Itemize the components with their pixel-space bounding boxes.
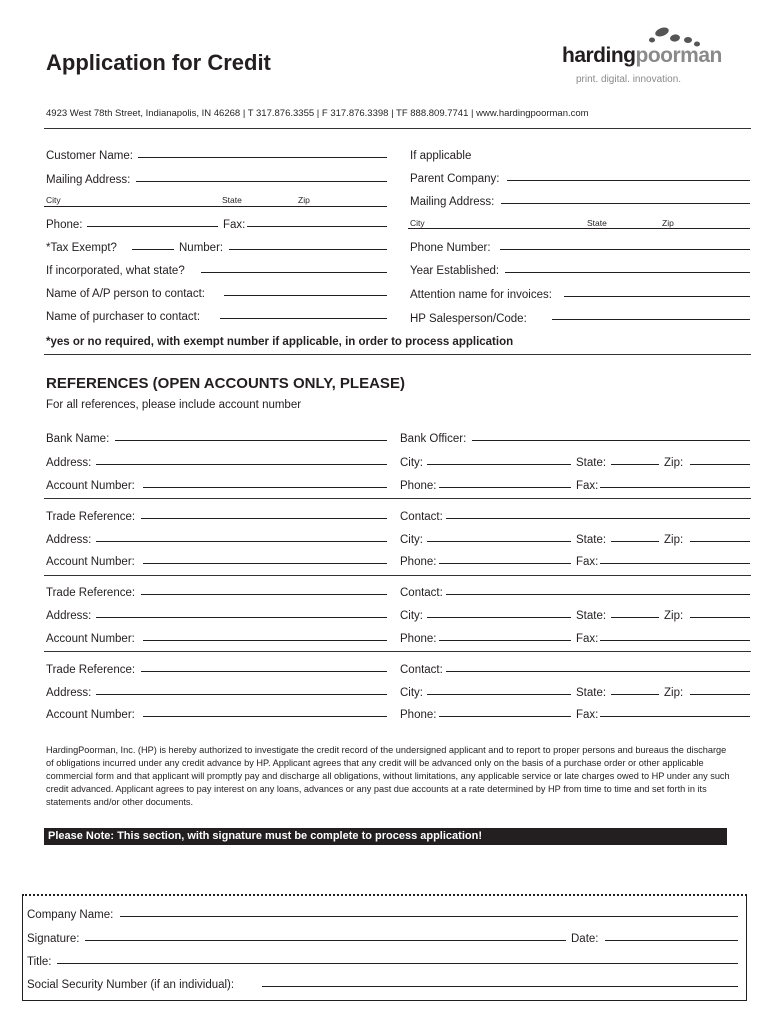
bank-officer-label: Bank Officer:	[400, 433, 467, 445]
trade-fax-field[interactable]	[600, 563, 750, 564]
reference-divider	[44, 575, 751, 576]
logo-tagline: print. digital. innovation.	[576, 74, 682, 85]
trade-fax-field[interactable]	[600, 716, 750, 717]
purchaser-label: Name of purchaser to contact:	[46, 311, 201, 323]
trade-contact-label: Contact:	[400, 511, 443, 523]
trade-address-field[interactable]	[96, 541, 387, 542]
authorization-text: HardingPoorman, Inc. (HP) is hereby authorized to investigate the credit record of the undersigned applicant and to report to proper persons and bureaus the discharge of obligations incurred under any credit advance by HP. Applicant agrees that any credit will be advanced only on the basis of a purchase order or other applicable commercial form and that applicant will promptly pay and discharge all obligations, without limitations, any applicable service or late charges owed to HP under any such credit advanced. Applicant agrees to pay interest on any loans, advances or any past due accounts at a rate determined by HP from time to time and set forth in its statements and/or other documents.	[46, 745, 730, 807]
bank-city-label: City:	[400, 457, 423, 469]
parent-city-label: City	[410, 218, 425, 228]
section-divider	[44, 354, 751, 355]
bank-zip-field[interactable]	[690, 464, 750, 465]
parent-company-label: Parent Company:	[410, 173, 500, 185]
tax-exempt-field[interactable]	[132, 249, 174, 250]
trade-fax-label: Fax:	[576, 633, 599, 645]
bank-name-label: Bank Name:	[46, 433, 110, 445]
date-label: Date:	[571, 933, 599, 945]
company-address: 4923 West 78th Street, Indianapolis, IN 46268 | T 317.876.3355 | F 317.876.3398 | TF 888.809.7741 | www.hardingpoorman.com	[46, 108, 589, 119]
title-field[interactable]	[57, 963, 738, 964]
trade-city-field[interactable]	[427, 541, 571, 542]
bank-address-field[interactable]	[96, 464, 387, 465]
trade-city-field[interactable]	[427, 617, 571, 618]
logo-wordmark: hardingpoorman	[562, 44, 722, 67]
trade-fax-label: Fax:	[576, 556, 599, 568]
trade-account-label: Account Number:	[46, 556, 135, 568]
salesperson-label: HP Salesperson/Code:	[410, 313, 527, 325]
bank-name-field[interactable]	[115, 440, 387, 441]
trade-contact-field[interactable]	[446, 671, 750, 672]
ap-person-field[interactable]	[224, 295, 387, 296]
bank-fax-field[interactable]	[600, 487, 750, 488]
trade-contact-field[interactable]	[446, 594, 750, 595]
header-divider	[44, 128, 751, 129]
city-state-zip-field[interactable]	[44, 206, 387, 207]
trade-zip-label: Zip:	[664, 534, 684, 546]
bank-zip-label: Zip:	[664, 457, 684, 469]
bank-state-field[interactable]	[611, 464, 659, 465]
trade-phone-label: Phone:	[400, 556, 437, 568]
trade-reference-label: Trade Reference:	[46, 587, 136, 599]
trade-state-label: State:	[576, 687, 607, 699]
company-name-field[interactable]	[120, 916, 738, 917]
tax-exempt-label: *Tax Exempt?	[46, 242, 117, 254]
zip-label: Zip	[298, 195, 310, 205]
trade-phone-field[interactable]	[439, 640, 571, 641]
city-label: City	[46, 195, 61, 205]
reference-divider	[44, 498, 751, 499]
incorporated-label: If incorporated, what state?	[46, 265, 185, 277]
trade-phone-label: Phone:	[400, 633, 437, 645]
trade-reference-field[interactable]	[141, 518, 387, 519]
trade-phone-label: Phone:	[400, 709, 437, 721]
trade-address-label: Address:	[46, 534, 92, 546]
year-established-field[interactable]	[505, 272, 750, 273]
state-label: State	[222, 195, 242, 205]
customer-name-label: Customer Name:	[46, 150, 133, 162]
trade-zip-label: Zip:	[664, 610, 684, 622]
references-heading: REFERENCES (OPEN ACCOUNTS ONLY, PLEASE)	[46, 375, 405, 392]
trade-zip-field[interactable]	[690, 694, 750, 695]
bank-city-field[interactable]	[427, 464, 571, 465]
year-established-label: Year Established:	[410, 265, 500, 277]
parent-zip-label: Zip	[662, 218, 674, 228]
fax-field[interactable]	[247, 226, 387, 227]
trade-state-field[interactable]	[611, 694, 659, 695]
trade-contact-field[interactable]	[446, 518, 750, 519]
attention-name-field[interactable]	[564, 296, 750, 297]
parent-state-label: State	[587, 218, 607, 228]
date-field[interactable]	[605, 940, 738, 941]
trade-account-label: Account Number:	[46, 709, 135, 721]
signature-field[interactable]	[85, 940, 566, 941]
mailing-address-label: Mailing Address:	[46, 174, 131, 186]
title-label: Title:	[27, 956, 52, 968]
exempt-number-field[interactable]	[229, 249, 387, 250]
salesperson-field[interactable]	[552, 319, 750, 320]
phone-label: Phone:	[46, 219, 83, 231]
trade-account-label: Account Number:	[46, 633, 135, 645]
bank-state-label: State:	[576, 457, 607, 469]
number-label: Number:	[179, 242, 224, 254]
trade-phone-field[interactable]	[439, 563, 571, 564]
trade-reference-label: Trade Reference:	[46, 511, 136, 523]
trade-reference-label: Trade Reference:	[46, 664, 136, 676]
parent-company-field[interactable]	[507, 180, 750, 181]
parent-city-state-zip-field[interactable]	[408, 228, 750, 229]
bank-account-field[interactable]	[143, 487, 387, 488]
trade-contact-label: Contact:	[400, 587, 443, 599]
trade-zip-field[interactable]	[690, 541, 750, 542]
trade-state-label: State:	[576, 534, 607, 546]
trade-address-field[interactable]	[96, 617, 387, 618]
trade-fax-field[interactable]	[600, 640, 750, 641]
trade-address-field[interactable]	[96, 694, 387, 695]
trade-contact-label: Contact:	[400, 664, 443, 676]
bank-address-label: Address:	[46, 457, 92, 469]
trade-city-label: City:	[400, 687, 423, 699]
purchaser-field[interactable]	[220, 318, 387, 319]
page-title: Application for Credit	[46, 50, 271, 75]
parent-phone-field[interactable]	[500, 249, 750, 250]
trade-zip-label: Zip:	[664, 687, 684, 699]
customer-name-field[interactable]	[138, 157, 387, 158]
trade-address-label: Address:	[46, 687, 92, 699]
trade-state-field[interactable]	[611, 617, 659, 618]
note-text: Please Note: This section, with signature must be complete to process application!	[48, 830, 482, 842]
reference-divider	[44, 651, 751, 652]
if-applicable-label: If applicable	[410, 150, 472, 162]
trade-account-field[interactable]	[143, 640, 387, 641]
note-banner	[44, 828, 727, 845]
trade-reference-field[interactable]	[141, 594, 387, 595]
bank-officer-field[interactable]	[472, 440, 750, 441]
bank-phone-label: Phone:	[400, 480, 437, 492]
bank-account-label: Account Number:	[46, 480, 135, 492]
mailing-address-field[interactable]	[136, 181, 387, 182]
incorporated-field[interactable]	[201, 272, 387, 273]
company-name-label: Company Name:	[27, 909, 114, 921]
parent-mailing-address-field[interactable]	[501, 203, 750, 204]
trade-state-label: State:	[576, 610, 607, 622]
trade-phone-field[interactable]	[439, 716, 571, 717]
phone-field[interactable]	[87, 226, 218, 227]
bank-phone-field[interactable]	[439, 487, 571, 488]
bank-fax-label: Fax:	[576, 480, 599, 492]
references-subheading: For all references, please include account number	[46, 399, 302, 411]
trade-zip-field[interactable]	[690, 617, 750, 618]
ap-person-label: Name of A/P person to contact:	[46, 288, 205, 300]
parent-mailing-address-label: Mailing Address:	[410, 196, 495, 208]
fax-label: Fax:	[223, 219, 246, 231]
ssn-label: Social Security Number (if an individual):	[27, 979, 235, 991]
trade-reference-field[interactable]	[141, 671, 387, 672]
trade-account-field[interactable]	[143, 563, 387, 564]
trade-city-label: City:	[400, 610, 423, 622]
trade-city-label: City:	[400, 534, 423, 546]
trade-state-field[interactable]	[611, 541, 659, 542]
trade-address-label: Address:	[46, 610, 92, 622]
trade-fax-label: Fax:	[576, 709, 599, 721]
attention-name-label: Attention name for invoices:	[410, 289, 552, 301]
ssn-field[interactable]	[262, 986, 738, 987]
trade-city-field[interactable]	[427, 694, 571, 695]
trade-account-field[interactable]	[143, 716, 387, 717]
signature-label: Signature:	[27, 933, 80, 945]
exempt-note: *yes or no required, with exempt number if applicable, in order to process application	[46, 336, 514, 348]
parent-phone-label: Phone Number:	[410, 242, 491, 254]
